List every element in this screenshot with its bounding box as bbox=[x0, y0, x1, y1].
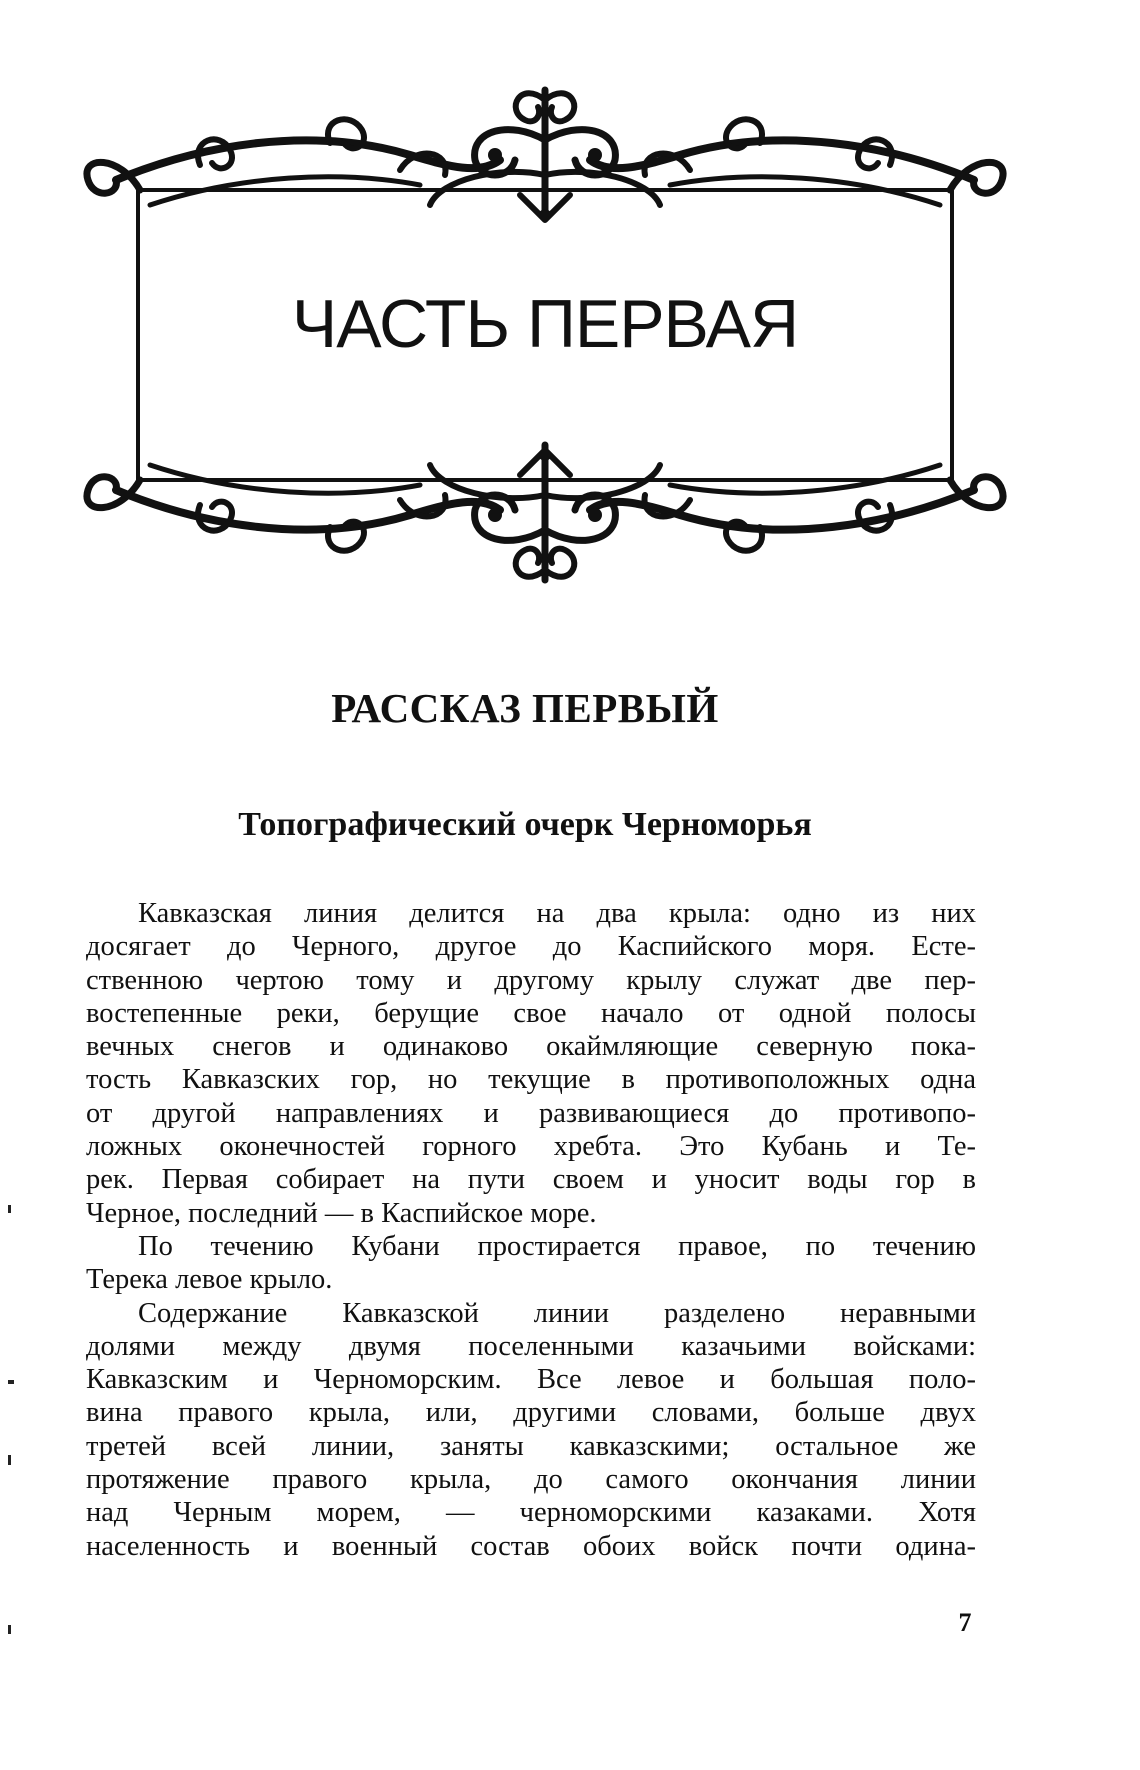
text-line: протяжение правого крыла, до самого окончания линии bbox=[86, 1464, 976, 1496]
text-line: досягает до Черного, другое до Каспийского моря. Есте- bbox=[86, 931, 976, 963]
page-number: 7 bbox=[958, 1608, 972, 1637]
text-line: вина правого крыла, или, другими словами, больше двух bbox=[86, 1397, 976, 1429]
body-text bbox=[86, 897, 976, 1563]
story-title: РАССКАЗ ПЕРВЫЙ bbox=[331, 685, 719, 731]
text-line: над Черным морем, — черноморскими казаками. Хотя bbox=[86, 1497, 976, 1529]
essay-title: Топографический очерк Черноморья bbox=[238, 806, 812, 843]
scan-speck bbox=[8, 1205, 11, 1213]
text-line: от другой направлениях и развивающиеся до противопо- bbox=[86, 1097, 976, 1129]
text-line: Терека левое крыло. bbox=[86, 1264, 333, 1296]
text-line: востепенные реки, берущие свое начало от одной полосы bbox=[86, 997, 976, 1029]
scan-speck bbox=[8, 1625, 11, 1634]
text-line: Кавказская линия делится на два крыла: одно из них bbox=[138, 898, 976, 929]
part-title: ЧАСТЬ ПЕРВАЯ bbox=[291, 286, 799, 362]
text-line: По течению Кубани простирается правое, по течению bbox=[138, 1230, 976, 1262]
text-line: третей всей линии, заняты кавказскими; остальное же bbox=[86, 1430, 976, 1462]
text-line: Кавказским и Черноморским. Все левое и большая поло- bbox=[86, 1364, 976, 1396]
text-line: населенность и военный состав обоих войск почти одина- bbox=[86, 1530, 976, 1562]
ornamental-frame bbox=[80, 85, 1010, 585]
text-line: долями между двумя поселенными казачьими войсками: bbox=[86, 1330, 976, 1362]
text-line: рек. Первая собирает на пути своем и уносит воды гор в bbox=[86, 1164, 976, 1196]
text-line: вечных снегов и одинаково окаймляющие северную пока- bbox=[86, 1031, 976, 1063]
text-line: Черное, последний — в Каспийское море. bbox=[86, 1197, 597, 1229]
text-line: Содержание Кавказской линии разделено неравными bbox=[138, 1297, 976, 1329]
scan-speck bbox=[8, 1380, 14, 1384]
text-line: ложных оконечностей горного хребта. Это Кубань и Те- bbox=[86, 1131, 976, 1163]
text-line: ственною чертою тому и другому крылу служат две пер- bbox=[86, 964, 976, 996]
scan-speck bbox=[8, 1455, 11, 1465]
text-line: тость Кавказских гор, но текущие в противоположных одна bbox=[86, 1064, 976, 1096]
